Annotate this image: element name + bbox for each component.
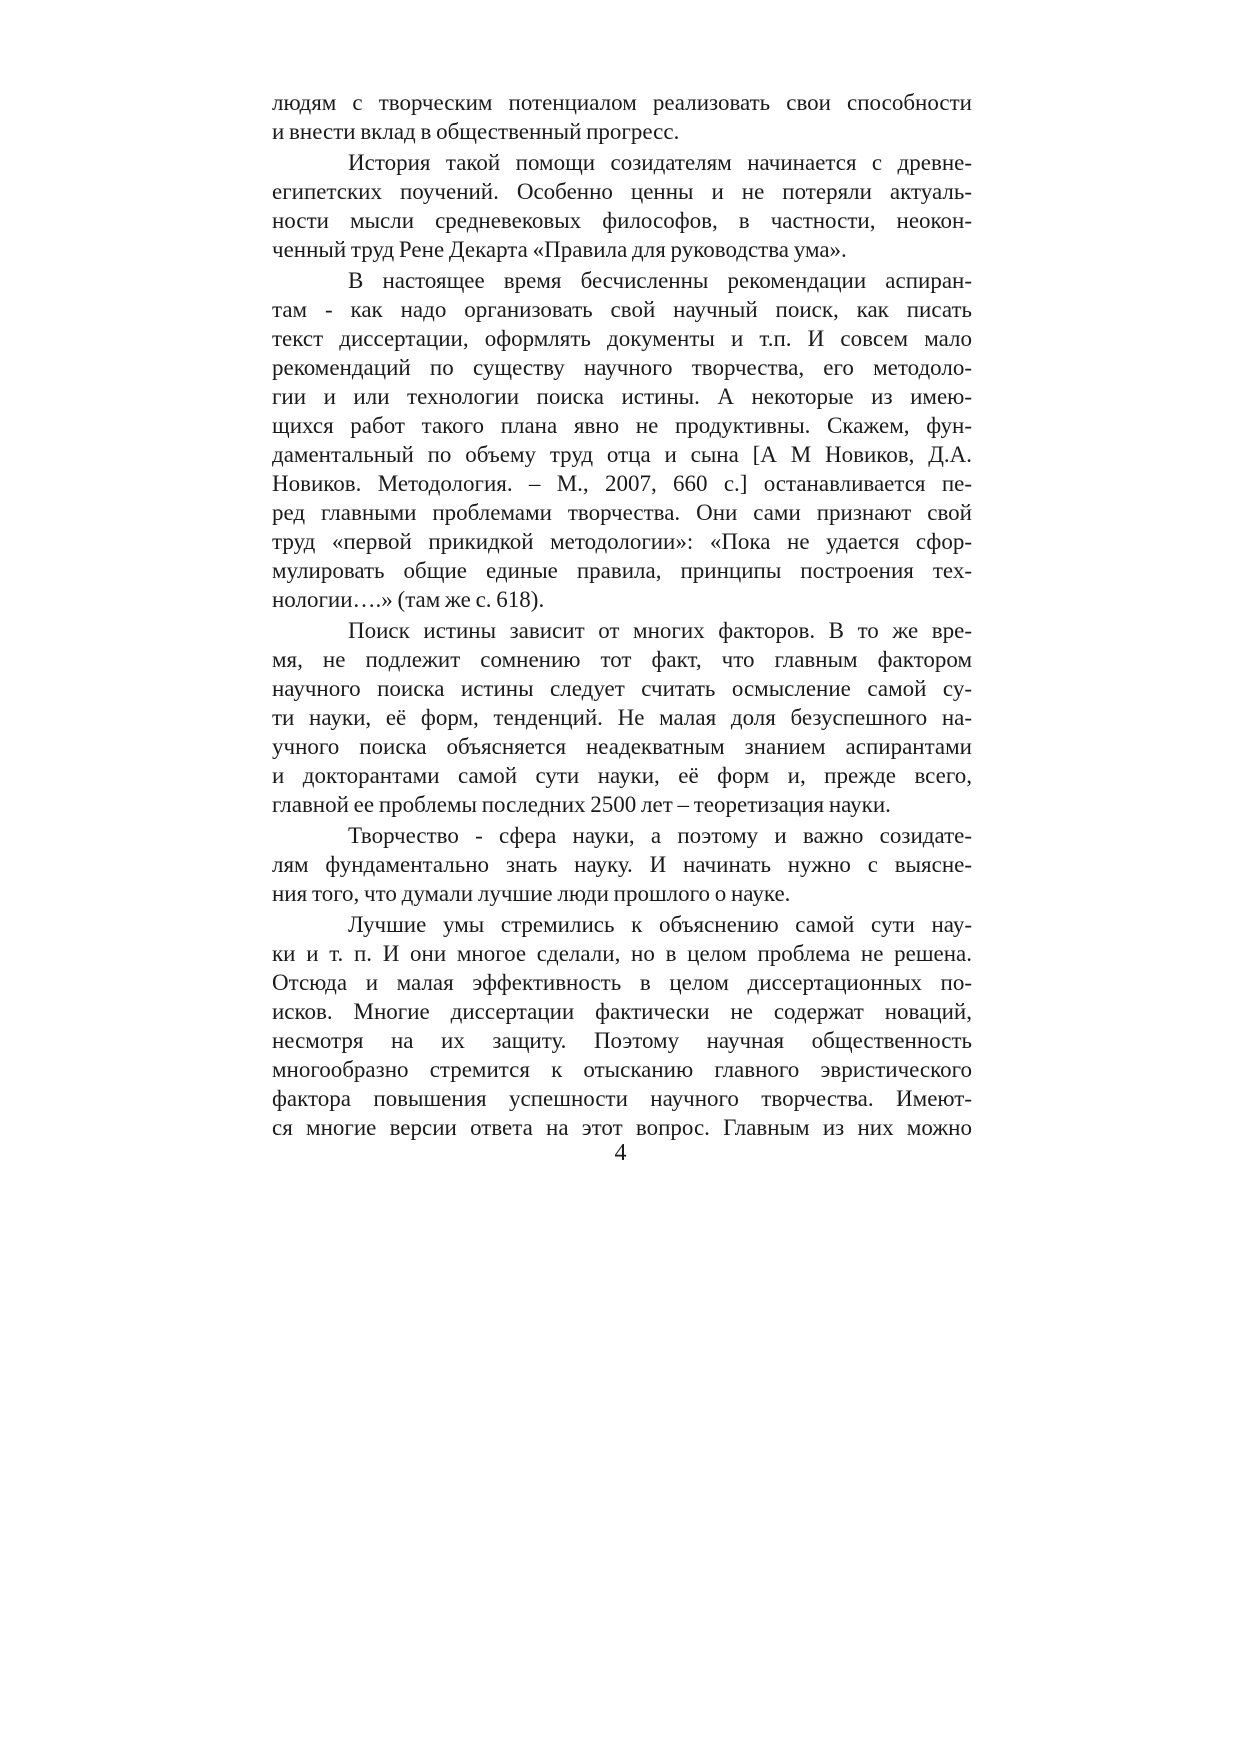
text-line: Лучшие умы стремились к объяснению самой сути нау- — [348, 912, 972, 937]
paragraph-6 — [272, 910, 972, 1142]
text-line: научного поиска истины следует считать осмысление самой су- — [272, 676, 972, 701]
text-line: ти науки, её форм, тенденций. Не малая доля безуспешного на- — [272, 705, 972, 730]
text-line: Творчество - сфера науки, а поэтому и важно созидате- — [348, 823, 972, 848]
text-line: исков. Многие диссертации фактически не содержат новаций, — [272, 999, 972, 1024]
text-line: даментальный по объему труд отца и сына [А М Новиков, Д.А. — [272, 442, 972, 467]
text-line: и внести вклад в общественный прогресс. — [272, 119, 680, 144]
text-line: ся многие версии ответа на этот вопрос. Главным из них можно — [272, 1115, 972, 1140]
text-line: нологии….» (там же с. 618). — [272, 587, 545, 612]
text-line: Отсюда и малая эффективность в целом диссертационных по- — [272, 970, 972, 995]
text-line: ности мысли средневековых философов, в частности, неокон- — [272, 208, 972, 233]
text-line: текст диссертации, оформлять документы и т.п. И совсем мало — [272, 326, 972, 351]
text-line: щихся работ такого плана явно не продуктивны. Скажем, фун- — [272, 413, 972, 438]
text-line: там - как надо организовать свой научный поиск, как писать — [272, 297, 972, 322]
text-line: египетских поучений. Особенно ценны и не потеряли актуаль- — [272, 179, 972, 204]
text-line: мя, не подлежит сомнению тот факт, что главным фактором — [272, 647, 972, 672]
text-line: несмотря на их защиту. Поэтому научная общественность — [272, 1028, 972, 1053]
text-line: ченный труд Рене Декарта «Правила для руководства ума». — [272, 237, 847, 262]
paragraph-5 — [272, 821, 972, 908]
text-line: фактора повышения успешности научного творчества. Имеют- — [272, 1086, 972, 1111]
text-line: и докторантами самой сути науки, её форм и, прежде всего, — [272, 763, 972, 788]
paragraph-4 — [272, 616, 972, 819]
text-line: В настоящее время бесчисленны рекомендации аспиран- — [348, 268, 972, 293]
text-line: учного поиска объясняется неадекватным знанием аспирантами — [272, 734, 972, 759]
text-line: главной ее проблемы последних 2500 лет – теоретизация науки. — [272, 792, 891, 817]
text-line: История такой помощи созидателям начинается с древне- — [348, 150, 972, 175]
page-body — [272, 88, 972, 1142]
text-line: труд «первой прикидкой методологии»: «Пока не удается сфор- — [272, 529, 972, 554]
paragraph-1 — [272, 88, 972, 146]
text-line: рекомендаций по существу научного творчества, его методоло- — [272, 355, 972, 380]
text-line: гии и или технологии поиска истины. А некоторые из имею- — [272, 384, 972, 409]
text-line: ки и т. п. И они многое сделали, но в целом проблема не решена. — [272, 941, 972, 966]
text-line: мулировать общие единые правила, принципы построения тех- — [272, 558, 972, 583]
text-line: Поиск истины зависит от многих факторов. В то же вре- — [348, 618, 972, 643]
text-line: ния того, что думали лучшие люди прошлого о науке. — [272, 881, 791, 906]
text-line: многообразно стремится к отысканию главного эвристического — [272, 1057, 972, 1082]
text-line: людям с творческим потенциалом реализовать свои способности — [272, 90, 972, 115]
paragraph-3 — [272, 266, 972, 614]
text-line: ред главными проблемами творчества. Они сами признают свой — [272, 500, 972, 525]
text-line: Новиков. Методология. – М., 2007, 660 с.] останавливается пе- — [272, 471, 972, 496]
paragraph-2 — [272, 148, 972, 264]
text-line: лям фундаментально знать науку. И начинать нужно с выясне- — [272, 852, 972, 877]
page-number: 4 — [614, 1140, 627, 1166]
